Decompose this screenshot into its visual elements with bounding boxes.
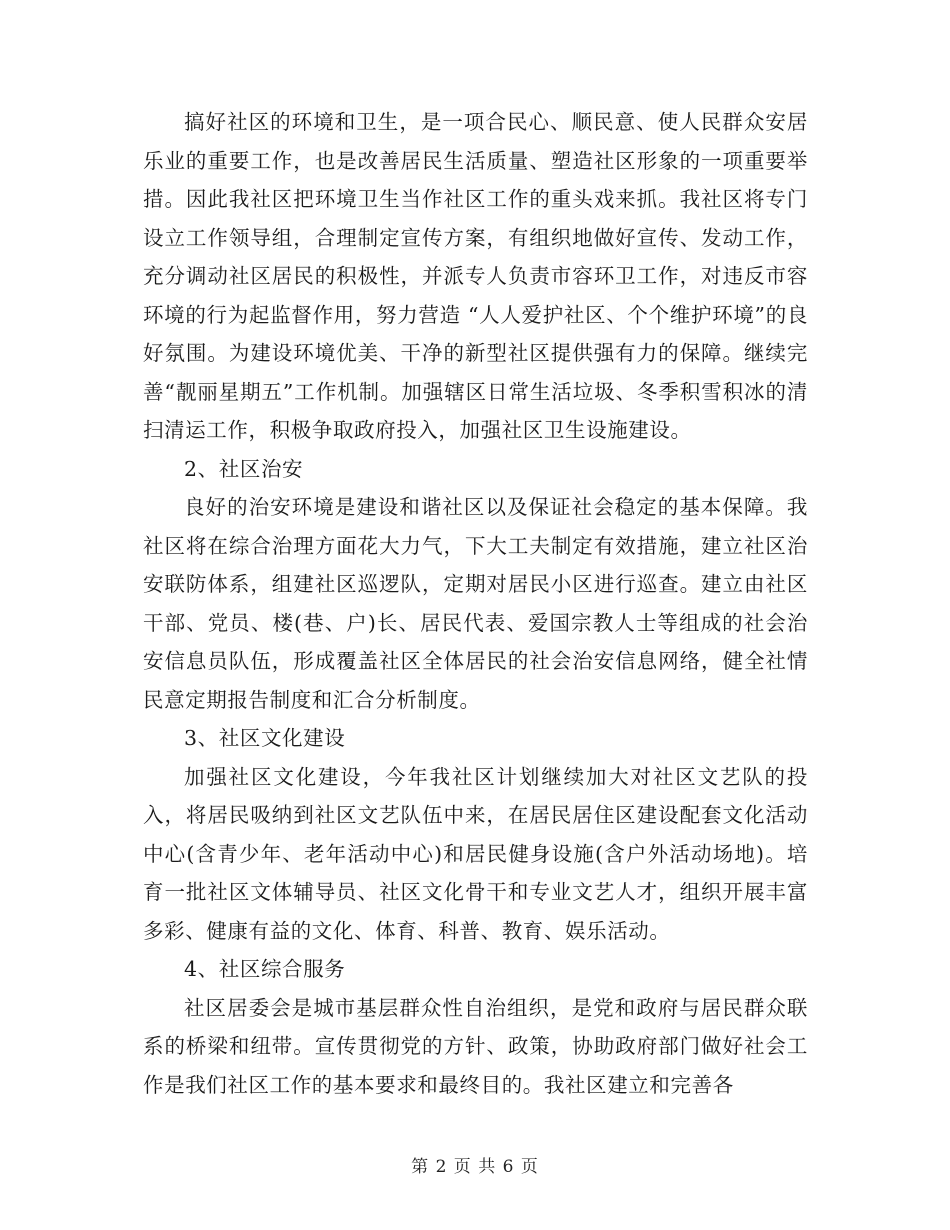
page-number-footer: 第 2 页 共 6 页 [411, 1157, 539, 1177]
section-heading-public-security: 2、社区治安 [184, 456, 304, 481]
document-body [143, 103, 808, 1104]
section-heading-services: 4、社区综合服务 [184, 957, 346, 981]
paragraph-public-security: 良好的治安环境是建设和谐社区以及保证社会稳定的基本保障。我社区将在综合治理方面花大力气，下大工夫制定有效措施，建立社区治安联防体系，组建社区巡逻队，定期对居民小区进行巡查。建立由社区干部、党员、楼(巷、户)长、居民代表、爱国宗教人士等组成的社会治安信息员队伍，形成覆盖社区全体居民的社会治安信息网络，健全社情民意定期报告制度和汇合分析制度。 [143, 495, 808, 712]
paragraph-services: 社区居委会是城市基层群众性自治组织，是党和政府与居民群众联系的桥梁和纽带。宣传贯彻党的方针、政策，协助政府部门做好社会工作是我们社区工作的基本要求和最终目的。我社区建立和完善各 [143, 995, 808, 1097]
paragraph-environment-hygiene: 搞好社区的环境和卫生，是一项合民心、顺民意、使人民群众安居乐业的重要工作，也是改善居民生活质量、塑造社区形象的一项重要举措。因此我社区把环境卫生当作社区工作的重头戏来抓。我社区将专门设立工作领导组，合理制定宣传方案，有组织地做好宣传、发动工作，充分调动社区居民的积极性，并派专人负责市容环卫工作，对违反市容环境的行为起监督作用，努力营造 “人人爱护社区、个个维护环境”的良好氛围。为建设环境优美、干净的新型社区提供强有力的保障。继续完善“靓丽星期五”工作机制。加强辖区日常生活垃圾、冬季积雪积冰的清扫清运工作，积极争取政府投入，加强社区卫生设施建设。 [143, 110, 808, 442]
paragraph-culture: 加强社区文化建设，今年我社区计划继续加大对社区文艺队的投入，将居民吸纳到社区文艺队伍中来，在居民居住区建设配套文化活动中心(含青少年、老年活动中心)和居民健身设施(含户外活动场地)。培育一批社区文体辅导员、社区文化骨干和专业文艺人才，组织开展丰富多彩、健康有益的文化、体育、科普、教育、娱乐活动。 [143, 764, 808, 943]
section-heading-culture: 3、社区文化建设 [184, 726, 346, 750]
